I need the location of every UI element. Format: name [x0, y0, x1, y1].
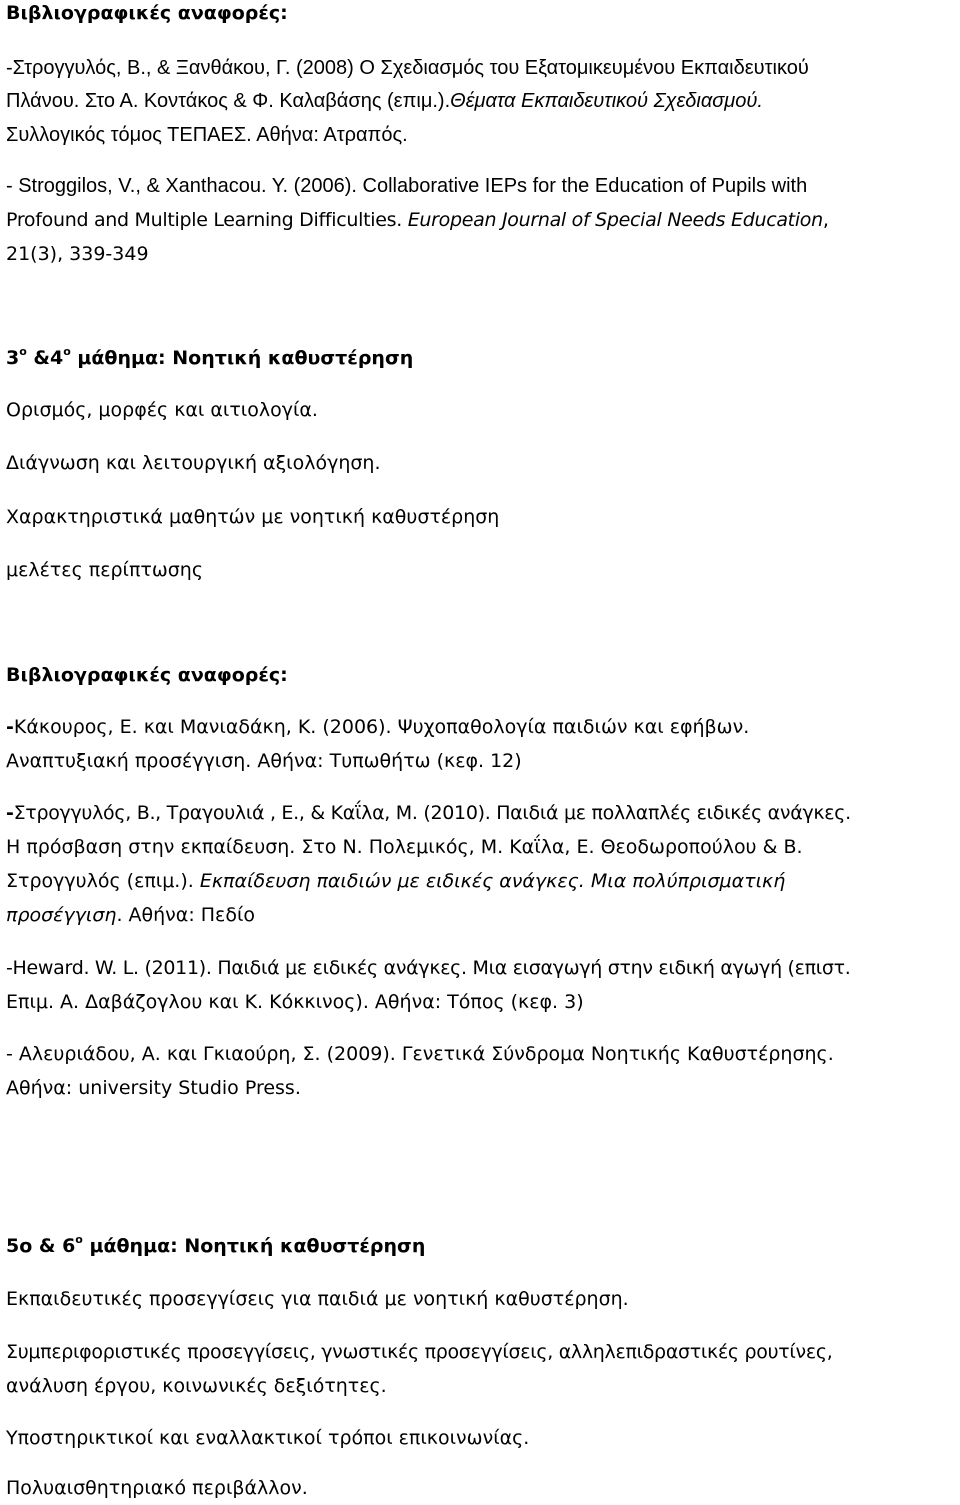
lesson-topic: Διάγνωση και λειτουργική αξιολόγηση. [6, 452, 381, 474]
references-heading-1: Βιβλιογραφικές αναφορές: [6, 2, 288, 24]
lesson-topic: Ορισμός, μορφές και αιτιολογία. [6, 399, 318, 421]
reference-4-line-2: Η πρόσβαση στην εκπαίδευση. Στο Ν. Πολεμικός, Μ. Καΐλα, Ε. Θεοδωροπούλου & Β. [6, 836, 803, 858]
lesson-topic: Πολυαισθητηριακό περιβάλλον. [6, 1477, 308, 1499]
reference-1-line-2-text: Πλάνου. Στο Α. Κοντάκος & Φ. Καλαβάσης (επιμ.). [6, 90, 451, 112]
reference-1-line-1 [6, 51, 809, 85]
reference-3-line-1 [6, 710, 749, 744]
reference-2-comma: , [822, 209, 829, 231]
reference-4-line-3-text: Στρογγυλός (επιμ.). [6, 870, 200, 892]
reference-3-line-2: Αναπτυξιακή προσέγγιση. Αθήνα: Τυπωθήτω (κεφ. 12) [6, 750, 522, 772]
lesson-topic: Εκπαιδευτικές προσεγγίσεις για παιδιά με νοητική καθυστέρηση. [6, 1288, 629, 1310]
lesson-topic: μελέτες περίπτωσης [6, 559, 203, 581]
reference-6-line-2: Αθήνα: university Studio Press. [6, 1077, 301, 1099]
reference-3-dash: - [6, 716, 14, 738]
reference-4-line-1-text: Στρογγυλός, Β., Τραγουλιά , Ε., & Καΐλα, Μ. (2010). Παιδιά με πολλαπλές ειδικές ανάγκες. [13, 802, 851, 824]
reference-4-line-4 [6, 898, 255, 932]
reference-3-line-1-text: Κάκουρος, Ε. και Μανιαδάκη, Κ. (2006). Ψυχοπαθολογία παιδιών και εφήβων. [13, 716, 750, 738]
reference-1-title: Θέματα Εκπαιδευτικού Σχεδιασμού. [450, 90, 763, 112]
reference-4-publisher: . Αθήνα: Πεδίο [116, 904, 255, 926]
reference-5-line-2: Επιμ. Α. Δαβάζογλου και Κ. Κόκκινος). Αθήνα: Τόπος (κεφ. 3) [6, 991, 584, 1013]
reference-2-line-2-text: Profound and Multiple Learning Difficulties. [6, 209, 408, 231]
reference-4-title-end: προσέγγιση [6, 904, 117, 926]
reference-5-line-1: -Heward. W. L. (2011). Παιδιά με ειδικές ανάγκες. Μια εισαγωγή στην ειδική αγωγή (επιστ. [6, 957, 851, 979]
heading-title: μάθημα: Νοητική καθυστέρηση [82, 1235, 426, 1257]
references-heading-2: Βιβλιογραφικές αναφορές: [6, 664, 288, 686]
reference-4-line-1 [6, 796, 851, 830]
reference-2-journal: European Journal of Special Needs Education [407, 209, 823, 231]
heading-number-4: &4 [26, 347, 64, 369]
reference-1-line-2 [6, 84, 763, 118]
heading-numbers: 5ο & 6 [6, 1235, 76, 1257]
reference-1-line-1-text: -Στρογγυλός, Β., & Ξανθάκου, Γ. (2008) Ο Σχεδιασμός του Εξατομικευμένου Εκπαιδευτικού [6, 57, 809, 79]
reference-4-dash: - [6, 802, 14, 824]
reference-1-line-3: Συλλογικός τόμος ΤΕΠΑΕΣ. Αθήνα: Ατραπός. [6, 124, 408, 146]
lesson-3-4-heading [6, 341, 413, 375]
reference-4-title: Εκπαίδευση παιδιών με ειδικές ανάγκες. Μια πολύπρισματική [199, 870, 786, 892]
heading-sup: ο [75, 1232, 83, 1246]
lesson-topic: Υποστηρικτικοί και εναλλακτικοί τρόποι επικοινωνίας. [6, 1427, 530, 1449]
reference-2-line-3: 21(3), 339-349 [6, 243, 149, 265]
reference-2-line-2 [6, 203, 829, 237]
reference-2-line-1: - Stroggilos, V., & Xanthacou. Y. (2006). Collaborative IEPs for the Education of Pupils with [6, 175, 808, 197]
reference-4-line-3 [6, 864, 785, 898]
lesson-topic-continued: ανάλυση έργου, κοινωνικές δεξιότητες. [6, 1375, 387, 1397]
heading-sup-2: ο [63, 344, 71, 358]
lesson-5-6-heading [6, 1229, 425, 1263]
reference-6-line-1: - Αλευριάδου, Α. και Γκιαούρη, Σ. (2009). Γενετικά Σύνδρομα Νοητικής Καθυστέρησης. [6, 1043, 834, 1065]
heading-number-3: 3 [6, 347, 20, 369]
heading-title: μάθημα: Νοητική καθυστέρηση [70, 347, 414, 369]
heading-sup-1: ο [19, 344, 27, 358]
lesson-topic: Χαρακτηριστικά μαθητών με νοητική καθυστέρηση [6, 506, 500, 528]
lesson-topic: Συμπεριφοριστικές προσεγγίσεις, γνωστικές προσεγγίσεις, αλληλεπιδραστικές ρουτίνες, [6, 1341, 833, 1363]
